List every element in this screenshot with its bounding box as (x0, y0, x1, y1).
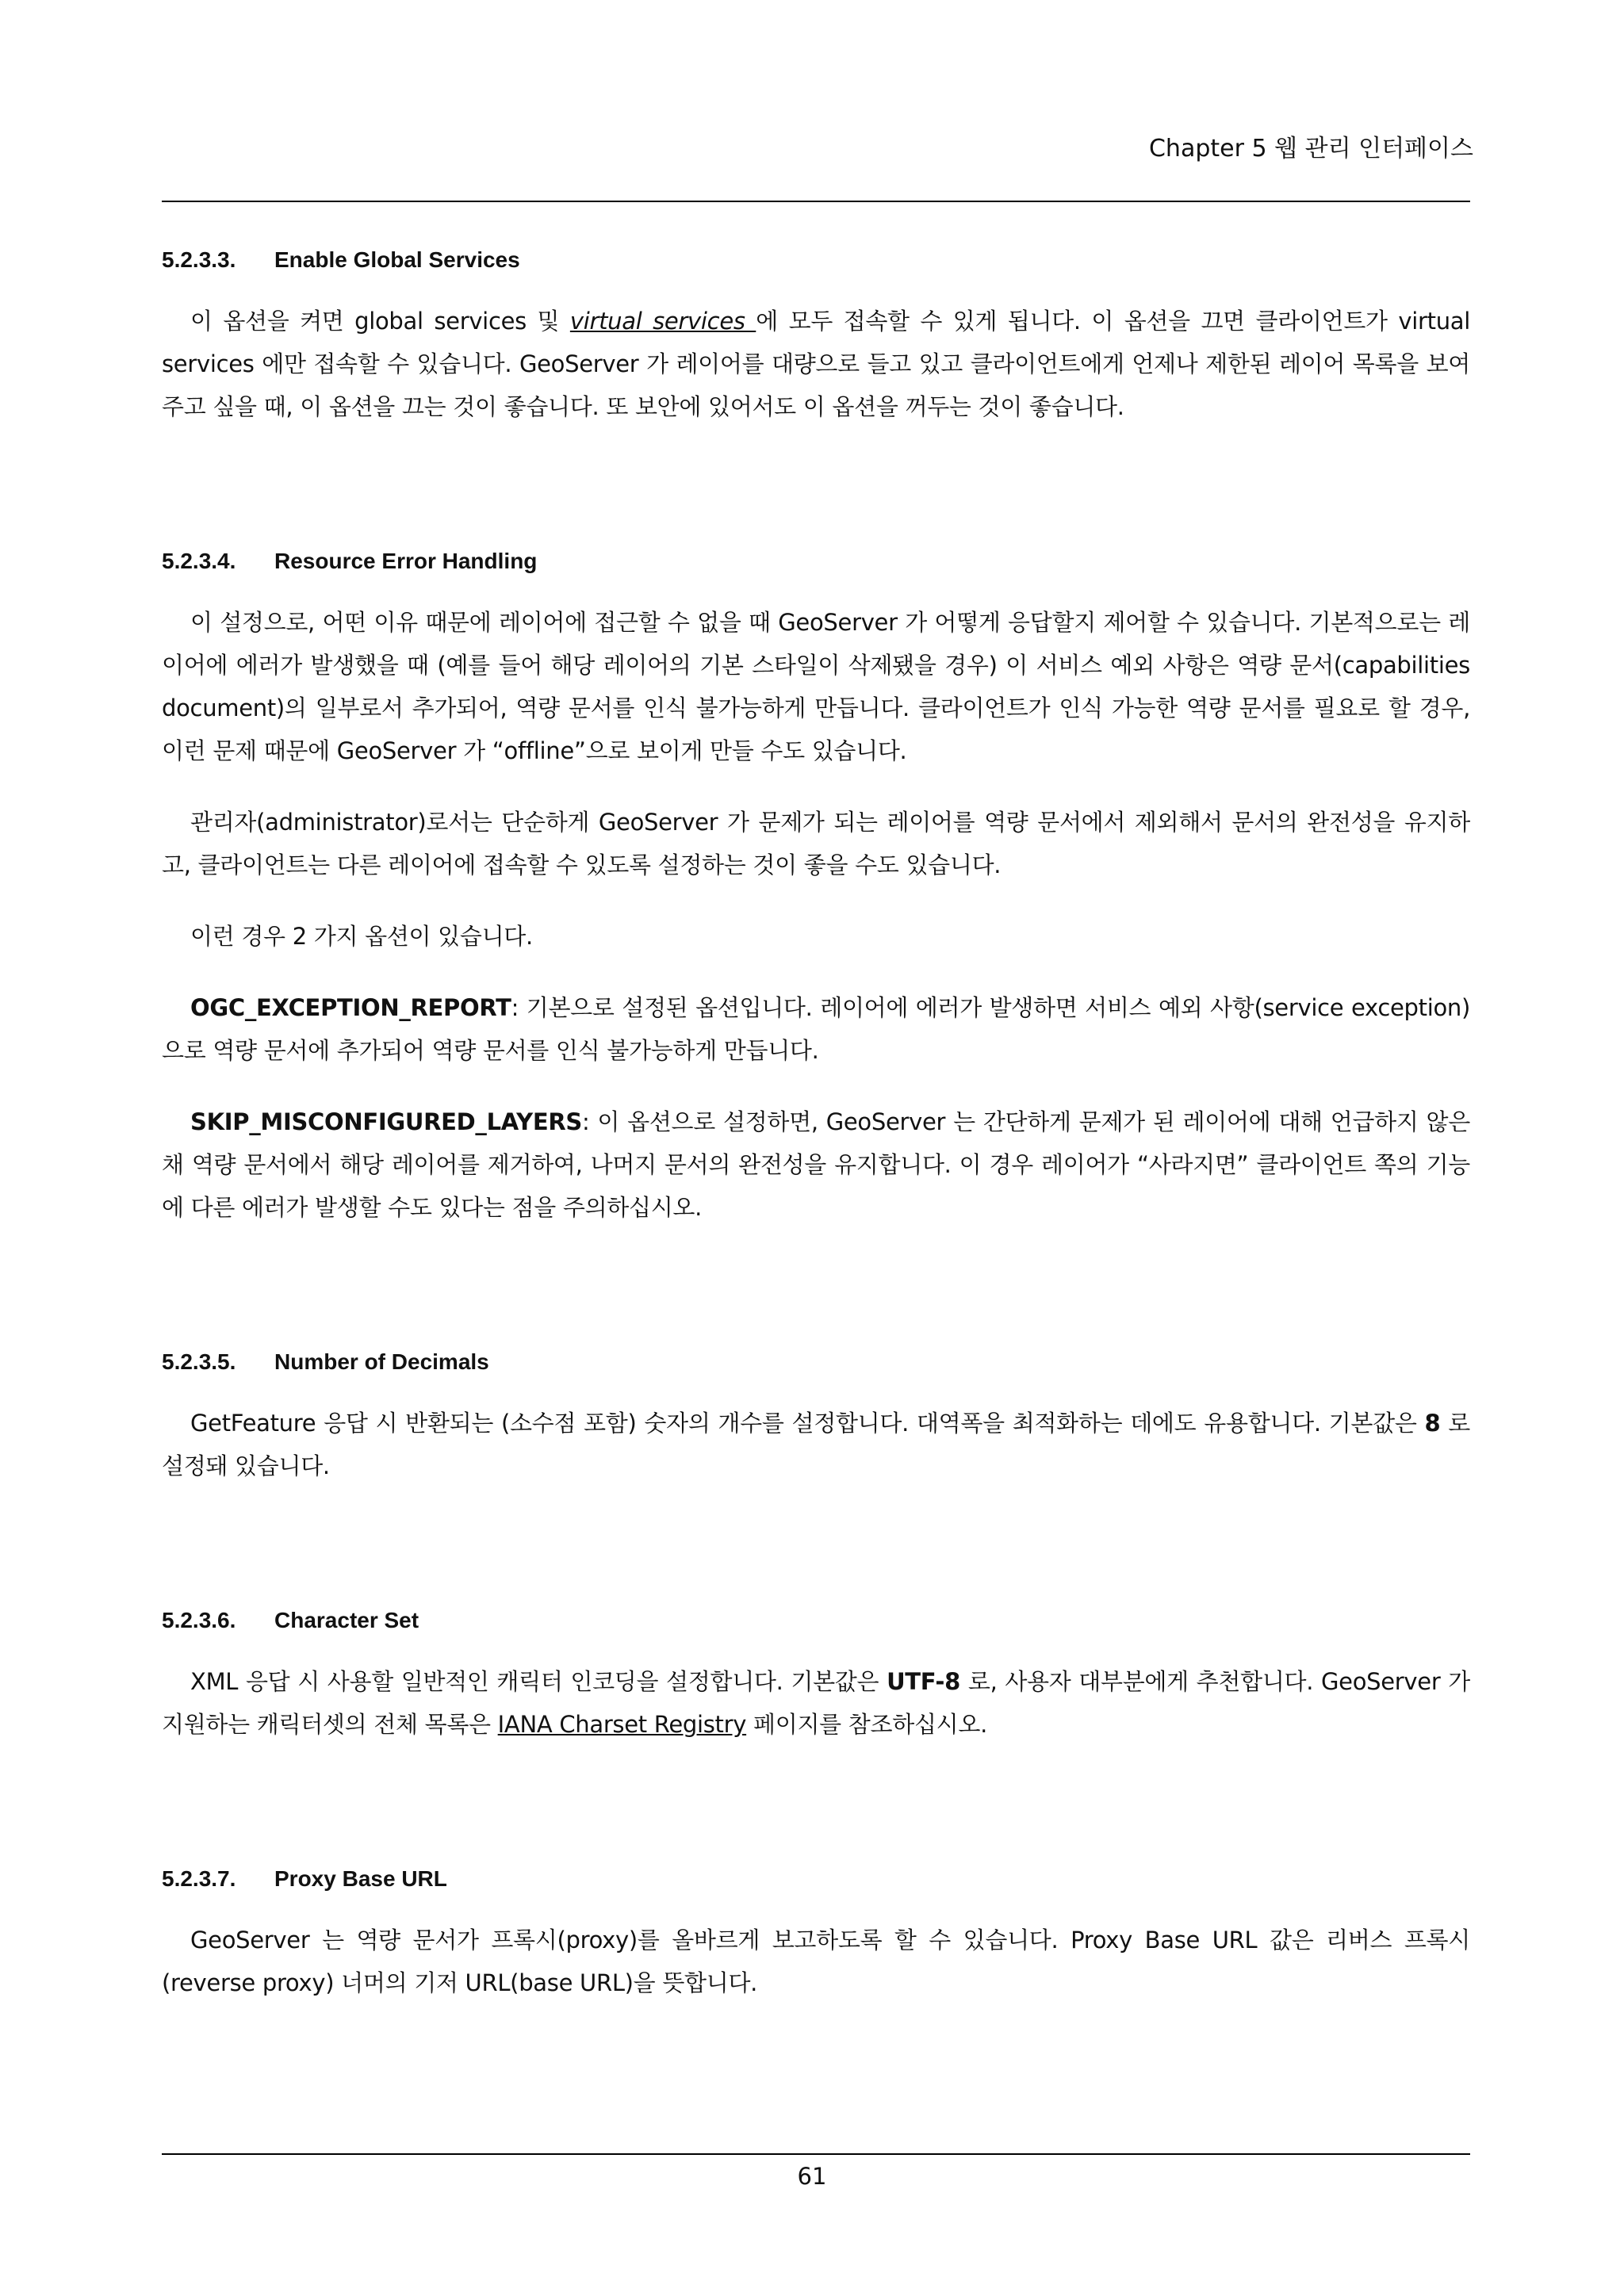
option-name: OGC_EXCEPTION_REPORT (190, 994, 511, 1021)
default-value: UTF-8 (887, 1668, 961, 1695)
section-number: 5.2.3.7. (162, 1866, 236, 1891)
option-description: : 기본으로 설정된 옵션입니다. 레이어에 에러가 발생하면 서비스 예외 사항(service exception)으로 역량 문서에 추가되어 역량 문서를 인식 불가능하게 만듭니다. (162, 994, 1470, 1064)
paragraph: GeoServer 는 역량 문서가 프록시(proxy)를 올바르게 보고하도록 할 수 있습니다. Proxy Base URL 값은 리버스 프록시(reverse proxy) 너머의 기저 URL(base URL)을 뜻합니다. (162, 1927, 1470, 1996)
section-title: Character Set (274, 1608, 419, 1632)
text-run: 로, 사용자 대부분에게 추천합니다. GeoServer 가 지원하는 캐릭터셋의 전체 목록은 (162, 1668, 1470, 1738)
paragraph (162, 1402, 1470, 1487)
section-heading-5-2-3-3 (162, 238, 1470, 282)
text-run: GetFeature 응답 시 반환되는 (소수점 포함) 숫자의 개수를 설정합니다. 대역폭을 최적화하는 데에도 유용합니다. 기본값은 (190, 1410, 1425, 1437)
text-run: 페이지를 참조하십시오. (746, 1711, 988, 1738)
text-run: 이 옵션을 켜면 global services 및 (190, 308, 570, 335)
text-run: XML 응답 시 사용할 일반적인 캐릭터 인코딩을 설정합니다. 기본값은 (190, 1668, 887, 1695)
default-value: 8 (1424, 1410, 1441, 1437)
section-number: 5.2.3.5. (162, 1349, 236, 1374)
option-paragraph (162, 986, 1470, 1072)
section-title: Resource Error Handling (274, 549, 538, 573)
paragraph: 관리자(administrator)로서는 단순하게 GeoServer 가 문제가 되는 레이어를 역량 문서에서 제외해서 문서의 완전성을 유지하고, 클라이언트는 다른 레이어에 접속할 수 있도록 설정하는 것이 좋을 수도 있습니다. (162, 809, 1470, 878)
option-paragraph (162, 1100, 1470, 1229)
footer-rule (162, 2153, 1470, 2155)
section-number: 5.2.3.3. (162, 247, 236, 272)
paragraph (162, 300, 1470, 428)
paragraph (162, 1660, 1470, 1746)
paragraph: 이 설정으로, 어떤 이유 때문에 레이어에 접근할 수 없을 때 GeoServer 가 어떻게 응답할지 제어할 수 있습니다. 기본적으로는 레이어에 에러가 발생했을 때 (예를 들어 해당 레이어의 기본 스타일이 삭제됐을 경우) 이 서비스 예외 사항은 역량 문서(capabilities document)의 일부로서 추가되어, 역량 문서를 인식 불가능하게 만듭니다. 클라이언트가 인식 가능한 역량 문서를 필요로 할 경우, 이런 문제 때문에 GeoServer 가 “offline”으로 보이게 만들 수도 있습니다. (162, 609, 1470, 764)
text-run: 로 설정돼 있습니다. (162, 1410, 1470, 1479)
text-run: 에 모두 접속할 수 있게 됩니다. 이 옵션을 끄면 클라이언트가 virtual services 에만 접속할 수 있습니다. GeoServer 가 레이어를 대량으로 들고 있고 클라이언트에게 언제나 제한된 레이어 목록을 보여주고 싶을 때, 이 옵션을 끄는 것이 좋습니다. 또 보안에 있어서도 이 옵션을 꺼두는 것이 좋습니다. (162, 308, 1470, 420)
running-header: Chapter 5 웹 관리 인터페이스 (1148, 135, 1473, 163)
header-rule (162, 201, 1470, 202)
section-heading-5-2-3-5 (162, 1340, 1470, 1384)
section-number: 5.2.3.4. (162, 549, 236, 573)
section-number: 5.2.3.6. (162, 1608, 236, 1632)
section-heading-5-2-3-6 (162, 1598, 1470, 1643)
paragraph: 이런 경우 2 가지 옵션이 있습니다. (190, 923, 533, 950)
section-title: Proxy Base URL (274, 1866, 447, 1891)
iana-charset-registry-link[interactable]: IANA Charset Registry (497, 1711, 747, 1738)
section-heading-5-2-3-4 (162, 539, 1470, 584)
option-description: : 이 옵션으로 설정하면, GeoServer 는 간단하게 문제가 된 레이어에 대해 언급하지 않은 채 역량 문서에서 해당 레이어를 제거하여, 나머지 문서의 완전성을 유지합니다. 이 경우 레이어가 “사라지면” 클라이언트 쪽의 기능에 다른 에러가 발생할 수도 있다는 점을 주의하십시오. (162, 1108, 1470, 1221)
section-heading-5-2-3-7 (162, 1857, 1470, 1901)
page-body (162, 238, 1470, 2004)
option-name: SKIP_MISCONFIGURED_LAYERS (190, 1108, 582, 1135)
page-number: 61 (797, 2163, 827, 2190)
section-title: Number of Decimals (274, 1349, 489, 1374)
section-title: Enable Global Services (274, 247, 520, 272)
virtual-services-link[interactable]: virtual services (569, 308, 756, 335)
